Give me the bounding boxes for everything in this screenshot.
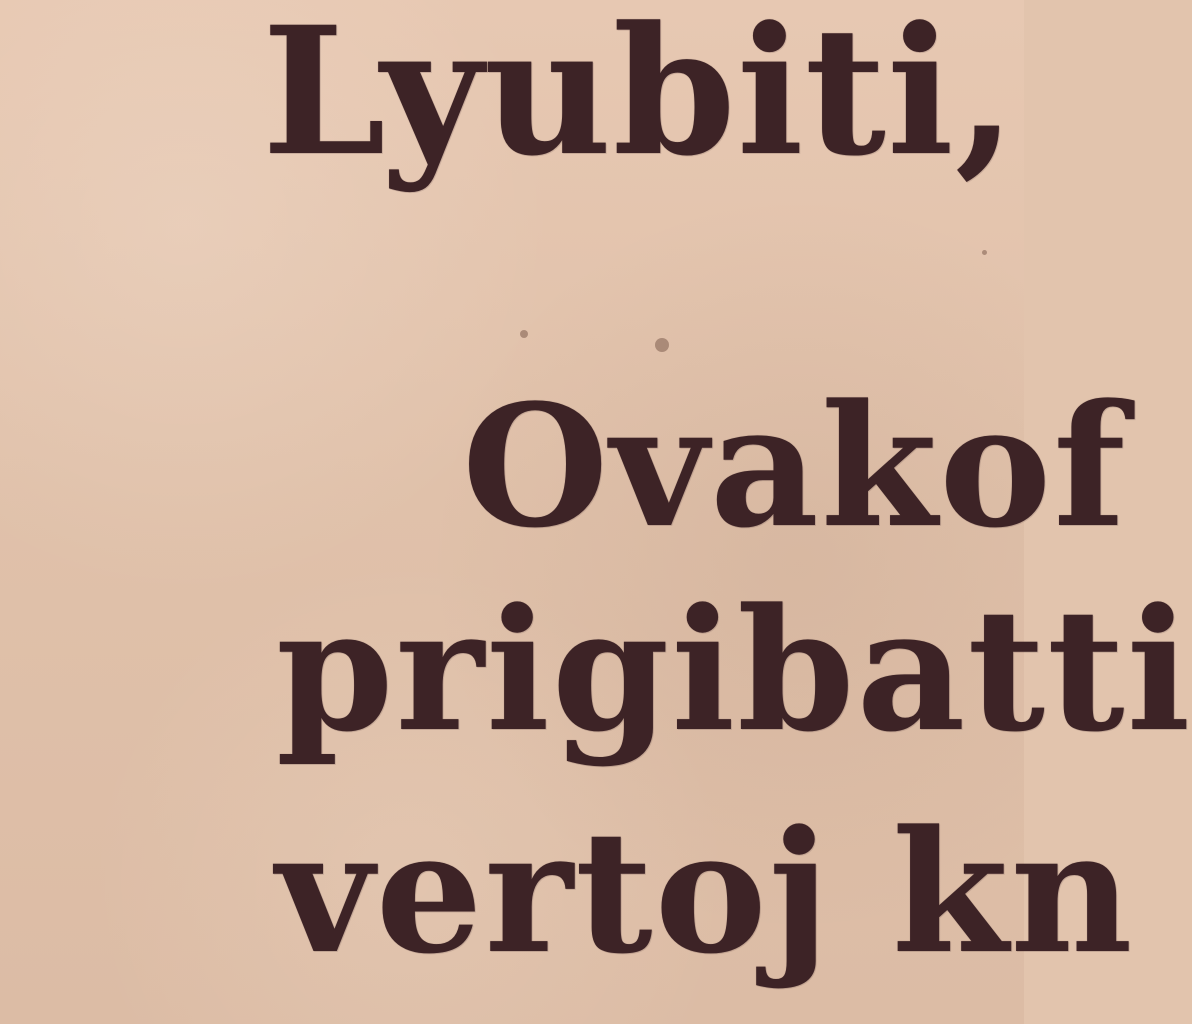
text-line: vertoj kn xyxy=(276,793,1135,991)
ink-speck xyxy=(982,250,987,255)
ink-speck xyxy=(655,338,669,352)
heading-word: Lyubiti, xyxy=(262,0,1018,195)
text-line: Ovakof xyxy=(462,367,1128,565)
ink-speck xyxy=(520,330,528,338)
text-line: prigibatti xyxy=(276,571,1192,769)
